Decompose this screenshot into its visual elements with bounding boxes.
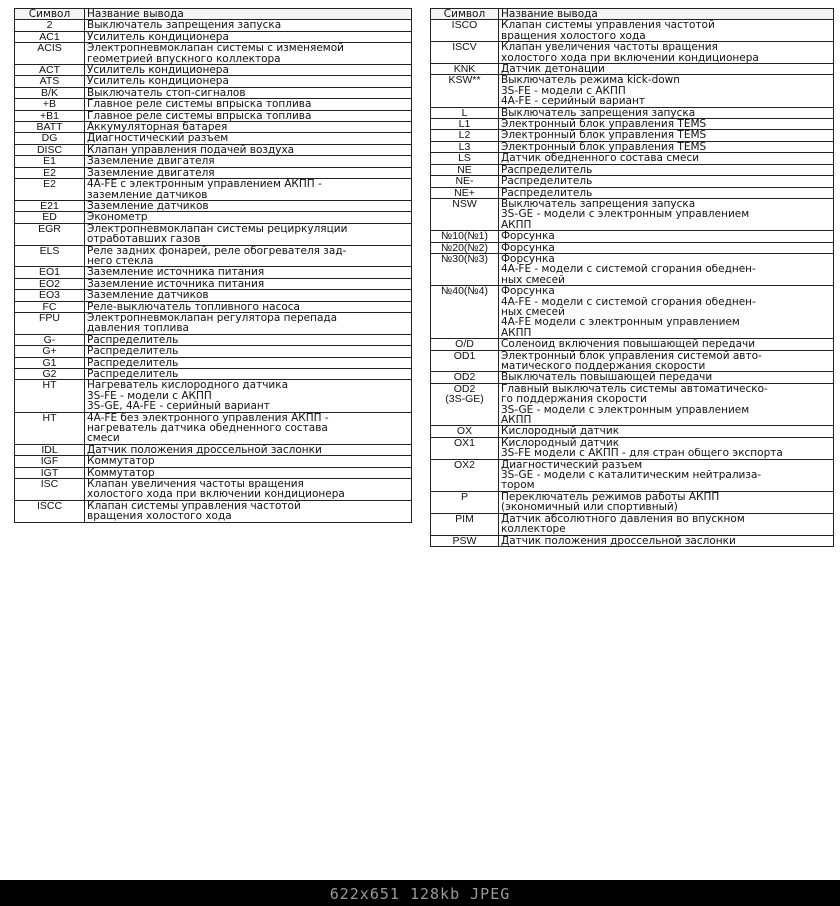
description-line: Распределитель — [87, 369, 179, 380]
table-row — [431, 437, 834, 459]
description-line: 3S-GE - модели с электронным управлением — [501, 209, 750, 220]
description-line: Электропневмоклапан системы рециркуляции — [87, 223, 348, 235]
table-row — [15, 179, 412, 201]
table-row — [15, 456, 412, 467]
table-row — [15, 444, 412, 455]
pin-description — [499, 513, 834, 535]
description-line: Клапан системы управления частотой — [87, 500, 301, 512]
table-row — [431, 119, 834, 130]
table-row — [15, 65, 412, 76]
pin-description — [85, 122, 412, 133]
pin-symbol: +B1 — [15, 110, 85, 121]
pin-description — [85, 369, 412, 380]
pin-description — [85, 444, 412, 455]
pin-symbol: ISCO — [431, 20, 499, 42]
pin-description — [85, 278, 412, 289]
description-line: Форсунка — [501, 231, 555, 242]
description-line: Главное реле системы впрыска топлива — [87, 110, 312, 122]
pin-symbol: EO2 — [15, 278, 85, 289]
table-row — [15, 223, 412, 245]
table-row — [15, 312, 412, 334]
table-row — [15, 357, 412, 368]
description-line: холостого хода при включении кондиционера — [87, 489, 345, 500]
pin-symbol: LS — [431, 153, 499, 164]
description-line: 4A-FE без электронного управления АКПП - — [87, 412, 329, 424]
pin-description — [85, 301, 412, 312]
table-row — [431, 187, 834, 198]
pin-description — [499, 198, 834, 230]
description-line: Клапан увеличения частоты вращения — [87, 479, 304, 490]
description-line: Эконометр — [87, 212, 148, 223]
pin-symbol: O/D — [431, 339, 499, 350]
description-line: вращения холостого хода — [87, 511, 232, 522]
pin-description — [85, 179, 412, 201]
pin-symbol: PIM — [431, 513, 499, 535]
description-line: 4A-FE - модели с системой сгорания обеднен- — [501, 296, 756, 307]
pin-description — [85, 156, 412, 167]
description-line: Распределитель — [501, 187, 593, 198]
table-row — [15, 267, 412, 278]
pin-description — [85, 133, 412, 144]
description-line: Датчик обедненного состава смеси — [501, 153, 700, 164]
description-line: Электронный блок управления TEMS — [501, 141, 707, 153]
table-row — [15, 20, 412, 31]
description-line: Датчик положения дроссельной заслонки — [87, 444, 322, 456]
pin-description — [499, 437, 834, 459]
pin-symbol: HT — [15, 380, 85, 412]
description-line: Электропневмоклапан системы с изменяемой — [87, 43, 344, 54]
table-row — [431, 153, 834, 164]
table-row — [15, 278, 412, 289]
description-line: Диагностический разъем — [501, 459, 643, 471]
pin-description — [499, 64, 834, 75]
description-line: ных смесей — [501, 306, 565, 318]
description-line: отработавших газов — [87, 234, 201, 245]
pin-symbol: E21 — [15, 200, 85, 211]
table-row — [15, 43, 412, 65]
pin-description — [499, 153, 834, 164]
pin-description — [499, 339, 834, 350]
pin-description — [499, 75, 834, 107]
table-row — [15, 301, 412, 312]
description-line: Распределитель — [87, 334, 179, 346]
table-row — [15, 479, 412, 501]
pin-symbol: E1 — [15, 156, 85, 167]
pin-description — [85, 99, 412, 110]
pin-symbol: EO1 — [15, 267, 85, 278]
pin-description — [85, 65, 412, 76]
pin-description — [499, 372, 834, 383]
pin-symbol: 2 — [15, 20, 85, 31]
description-line: Коммутатор — [87, 467, 155, 479]
description-line: АКПП — [501, 219, 532, 231]
description-line: Выключатель запрещения запуска — [501, 198, 696, 210]
pin-symbol: L3 — [431, 141, 499, 152]
table-row — [431, 350, 834, 372]
description-line: Выключатель запрещения запуска — [87, 20, 282, 31]
pin-description — [85, 76, 412, 87]
description-line: Реле-выключатель топливного насоса — [87, 301, 300, 312]
pin-symbol: E2 — [15, 179, 85, 201]
description-line: Клапан управления подачей воздуха — [87, 144, 295, 156]
pin-symbol: №40(№4) — [431, 286, 499, 339]
pin-description — [499, 383, 834, 426]
table-row — [431, 459, 834, 491]
description-line: давления топлива — [87, 323, 189, 334]
table-row — [15, 467, 412, 478]
table-row — [15, 245, 412, 267]
description-line: Заземление датчиков — [87, 290, 209, 301]
pin-description — [85, 380, 412, 412]
table-row — [431, 339, 834, 350]
pin-description — [85, 31, 412, 42]
pin-symbol: FPU — [15, 312, 85, 334]
pin-description — [499, 176, 834, 187]
description-line: Главное реле системы впрыска топлива — [87, 99, 312, 110]
pin-description — [499, 491, 834, 513]
description-line: Соленоид включения повышающей передачи — [501, 339, 756, 350]
table-row — [431, 535, 834, 546]
description-line: Реле задних фонарей, реле обогревателя зад- — [87, 245, 347, 256]
pin-symbol: ISC — [15, 479, 85, 501]
description-line: Датчик детонации — [501, 64, 605, 75]
description-line: Форсунка — [501, 242, 555, 253]
pin-symbol: ISCV — [431, 42, 499, 64]
description-line: 3S-FE - модели с АКПП — [501, 85, 626, 97]
pin-symbol: №10(№1) — [431, 231, 499, 242]
table-row — [15, 167, 412, 178]
pin-symbol: G2 — [15, 369, 85, 380]
description-line: Главный выключатель системы автоматическо- — [501, 383, 768, 395]
pin-symbol: BATT — [15, 122, 85, 133]
description-line: матического поддержания скорости — [501, 361, 706, 372]
pin-description — [499, 20, 834, 42]
pin-symbol: OX — [431, 426, 499, 437]
pin-symbol: P — [431, 491, 499, 513]
description-line: Нагреватель кислородного датчика — [87, 380, 289, 391]
table-row — [15, 144, 412, 155]
description-line: 3S-FE - модели с АКПП — [87, 390, 212, 402]
description-line: Электронный блок управления TEMS — [501, 130, 707, 141]
pin-description — [85, 87, 412, 98]
description-line: Кислородный датчик — [501, 426, 620, 437]
description-line: Распределитель — [87, 357, 179, 368]
pin-symbol: HT — [15, 412, 85, 444]
pin-symbol: №20(№2) — [431, 242, 499, 253]
pin-description — [85, 467, 412, 478]
description-line: Кислородный датчик — [501, 437, 620, 449]
pin-description — [499, 187, 834, 198]
description-line: нагреватель датчика обедненного состава — [87, 423, 328, 434]
table-row — [431, 426, 834, 437]
pin-description — [85, 334, 412, 345]
description-line: 3S-FE модели с АКПП - для стран общего экспорта — [501, 448, 783, 459]
table-row — [431, 198, 834, 230]
pin-description — [85, 479, 412, 501]
header-symbol: Символ — [431, 9, 499, 20]
description-line: го поддержания скорости — [501, 394, 647, 405]
pin-description — [499, 253, 834, 285]
pin-description — [85, 245, 412, 267]
description-line: 4A-FE - серийный вариант — [501, 96, 645, 107]
table-row — [431, 107, 834, 118]
description-line: Клапан системы управления частотой — [501, 20, 715, 31]
description-line: 4A-FE с электронным управлением АКПП - — [87, 179, 322, 190]
pin-symbol: KSW** — [431, 75, 499, 107]
pin-symbol: EO3 — [15, 290, 85, 301]
pin-symbol: №30(№3) — [431, 253, 499, 285]
pin-description — [499, 286, 834, 339]
pin-description — [499, 130, 834, 141]
table-row — [431, 242, 834, 253]
description-line: Электронный блок управления TEMS — [501, 119, 707, 130]
description-line: геометрией впускного коллектора — [87, 53, 281, 65]
description-line: Выключатель стоп-сигналов — [87, 87, 246, 99]
pin-description — [85, 110, 412, 121]
pin-symbol: E2 — [15, 167, 85, 178]
table-row — [431, 383, 834, 426]
description-line: Датчик положения дроссельной заслонки — [501, 535, 736, 546]
description-line: 4A-FE - модели с системой сгорания обеднен- — [501, 264, 756, 275]
pin-symbol: NE — [431, 164, 499, 175]
description-line: Электронный блок управления системой авто- — [501, 350, 762, 361]
table-row — [15, 76, 412, 87]
description-line: Электропневмоклапан регулятора перепада — [87, 312, 338, 324]
table-row — [431, 164, 834, 175]
description-line: АКПП — [501, 415, 532, 426]
pin-symbol: OD2 (3S-GE) — [431, 383, 499, 426]
pin-description — [85, 200, 412, 211]
description-line: Усилитель кондиционера — [87, 65, 229, 76]
table-row — [431, 20, 834, 42]
pin-symbol: OD1 — [431, 350, 499, 372]
pin-symbol: NE+ — [431, 187, 499, 198]
pin-symbol: DISC — [15, 144, 85, 155]
description-line: Заземление двигателя — [87, 156, 215, 167]
table-row — [431, 231, 834, 242]
table-row — [15, 212, 412, 223]
pin-symbol: PSW — [431, 535, 499, 546]
table-row — [15, 156, 412, 167]
pin-symbol: NE- — [431, 176, 499, 187]
pin-symbol: ED — [15, 212, 85, 223]
pin-description — [85, 357, 412, 368]
pin-symbol: G1 — [15, 357, 85, 368]
pin-description — [85, 456, 412, 467]
pin-description — [85, 290, 412, 301]
pin-symbol: IDL — [15, 444, 85, 455]
pin-description — [499, 42, 834, 64]
table-row — [431, 176, 834, 187]
table-row — [15, 87, 412, 98]
table-row — [15, 99, 412, 110]
pin-symbol: ACIS — [15, 43, 85, 65]
table-row — [15, 31, 412, 42]
header-name: Название вывода — [499, 9, 834, 20]
pin-symbol: ATS — [15, 76, 85, 87]
pin-symbol: L2 — [431, 130, 499, 141]
pin-symbol: EGR — [15, 223, 85, 245]
table-row — [431, 513, 834, 535]
table-row — [15, 412, 412, 444]
table-header-row — [15, 9, 412, 20]
header-symbol: Символ — [15, 9, 85, 20]
description-line: Выключатель режима kick-down — [501, 75, 680, 86]
image-info-bar — [0, 880, 840, 906]
pin-description — [499, 231, 834, 242]
table-row — [431, 130, 834, 141]
pin-description — [499, 242, 834, 253]
table-row — [431, 372, 834, 383]
pin-description — [499, 426, 834, 437]
pin-description — [499, 350, 834, 372]
table-row — [15, 380, 412, 412]
description-line: Датчик абсолютного давления во впускном — [501, 513, 745, 525]
description-line: Заземление источника питания — [87, 278, 265, 290]
description-line: Форсунка — [501, 286, 555, 297]
pin-description — [499, 119, 834, 130]
description-line: тором — [501, 480, 535, 491]
description-line: Переключатель режимов работы АКПП — [501, 491, 720, 503]
pin-symbol: G- — [15, 334, 85, 345]
pin-symbol: L — [431, 107, 499, 118]
description-line: Распределитель — [87, 346, 179, 357]
description-line: 4A-FE модели с электронным управлением — [501, 317, 740, 328]
table-row — [431, 253, 834, 285]
pin-symbol: +B — [15, 99, 85, 110]
pin-symbol: ISCC — [15, 500, 85, 522]
description-line: 3S-GE - модели с электронным управлением — [501, 404, 750, 416]
pin-symbol: KNK — [431, 64, 499, 75]
pin-symbol: L1 — [431, 119, 499, 130]
pin-description — [85, 212, 412, 223]
pin-symbol: AC1 — [15, 31, 85, 42]
table-row — [15, 133, 412, 144]
pin-description — [499, 107, 834, 118]
table-row — [431, 491, 834, 513]
pin-description — [499, 459, 834, 491]
description-line: Заземление источника питания — [87, 267, 265, 278]
description-line: 3S-GE - модели с каталитическим нейтрализа- — [501, 470, 762, 481]
pin-description — [85, 167, 412, 178]
table-row — [15, 290, 412, 301]
description-line: него стекла — [87, 255, 154, 267]
pin-symbol: ELS — [15, 245, 85, 267]
pin-description — [85, 312, 412, 334]
pin-table-left — [14, 8, 412, 523]
header-name: Название вывода — [85, 9, 412, 20]
pin-description — [85, 20, 412, 31]
pin-symbol: OX1 — [431, 437, 499, 459]
table-row — [431, 286, 834, 339]
table-row — [15, 122, 412, 133]
description-line: Диагностический разъем — [87, 133, 229, 144]
pin-description — [85, 43, 412, 65]
pin-symbol: FC — [15, 301, 85, 312]
description-line: Распределитель — [501, 164, 593, 176]
pin-description — [85, 267, 412, 278]
pin-symbol: G+ — [15, 346, 85, 357]
description-line: Клапан увеличения частоты вращения — [501, 42, 718, 53]
table-row — [431, 141, 834, 152]
table-row — [15, 346, 412, 357]
description-line: холостого хода при включении кондиционера — [501, 52, 759, 64]
description-line: Заземление двигателя — [87, 167, 215, 179]
description-line: коллекторе — [501, 524, 566, 535]
description-line: Усилитель кондиционера — [87, 31, 229, 43]
description-line: Коммутатор — [87, 456, 155, 467]
pin-symbol: DG — [15, 133, 85, 144]
pin-symbol: ACT — [15, 65, 85, 76]
pin-description — [85, 412, 412, 444]
description-line: (экономичный или спортивный) — [501, 502, 678, 513]
pin-symbol: NSW — [431, 198, 499, 230]
description-line: заземление датчиков — [87, 189, 208, 200]
pin-symbol: OD2 — [431, 372, 499, 383]
description-line: 3S-GE, 4A-FE - серийный вариант — [87, 401, 270, 412]
pin-description — [85, 144, 412, 155]
pin-symbol: IGT — [15, 467, 85, 478]
table-row — [15, 110, 412, 121]
table-row — [15, 500, 412, 522]
image-info-text: 622x651 128kb JPEG — [329, 885, 511, 903]
table-header-row — [431, 9, 834, 20]
description-line: Форсунка — [501, 253, 555, 265]
description-line: Аккумуляторная батарея — [87, 122, 228, 133]
pin-description — [499, 535, 834, 546]
pin-description — [85, 500, 412, 522]
table-row — [15, 334, 412, 345]
description-line: Распределитель — [501, 176, 593, 187]
description-line: смеси — [87, 433, 120, 444]
description-line: АКПП — [501, 327, 532, 339]
description-line: ных смесей — [501, 274, 565, 286]
description-line: вращения холостого хода — [501, 30, 646, 42]
table-row — [15, 200, 412, 211]
description-line: Выключатель запрещения запуска — [501, 107, 696, 119]
pin-table-right — [430, 8, 834, 547]
table-row — [431, 75, 834, 107]
table-row — [431, 42, 834, 64]
description-line: Усилитель кондиционера — [87, 76, 229, 87]
table-row — [15, 369, 412, 380]
pin-symbol: B/K — [15, 87, 85, 98]
pin-symbol: OX2 — [431, 459, 499, 491]
pin-description — [499, 164, 834, 175]
pin-description — [85, 223, 412, 245]
pin-symbol: IGF — [15, 456, 85, 467]
pin-description — [85, 346, 412, 357]
pin-description — [499, 141, 834, 152]
description-line: Заземление датчиков — [87, 200, 209, 212]
table-row — [431, 64, 834, 75]
description-line: Выключатель повышающей передачи — [501, 372, 713, 383]
